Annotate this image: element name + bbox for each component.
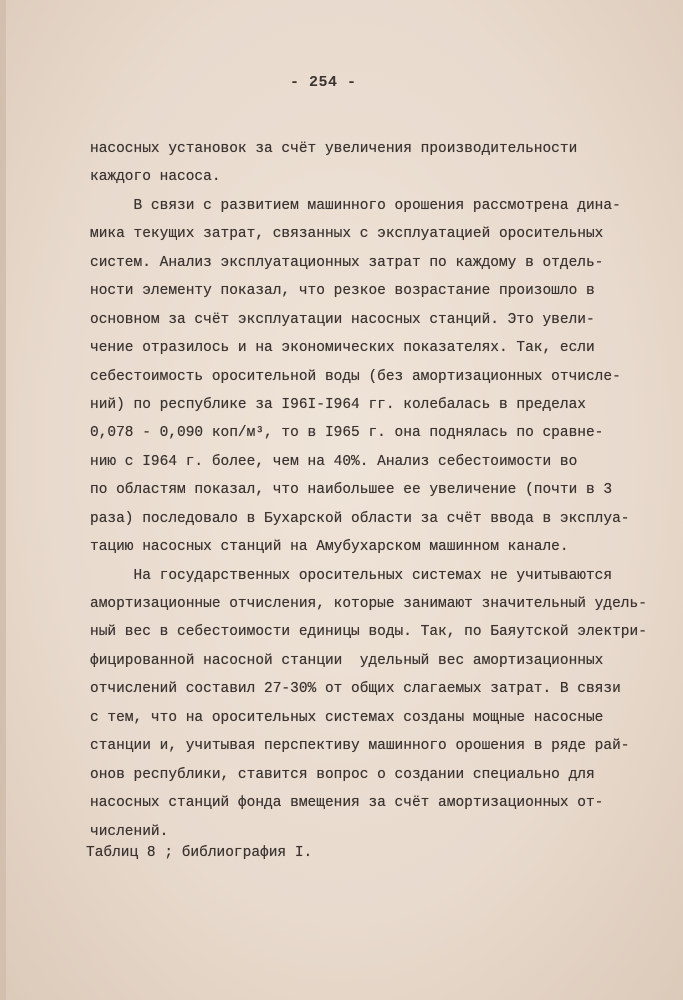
page-number: - 254 - bbox=[290, 74, 357, 91]
text-line: В связи с развитием машинного орошения рассмотрена дина- bbox=[90, 197, 621, 214]
text-line: станции и, учитывая перспективу машинного орошения в ряде рай- bbox=[90, 738, 630, 755]
text-line: амортизационные отчисления, которые занимают значительный удель- bbox=[90, 596, 647, 612]
text-line: себестоимость оросительной воды (без амортизационных отчисле- bbox=[90, 368, 621, 385]
text-line: онов республики, ставится вопрос о создании специально для bbox=[90, 766, 595, 783]
text-line: с тем, что на оросительных системах созданы мощные насосные bbox=[90, 709, 604, 726]
page-edge bbox=[0, 0, 6, 1000]
text-line: ности элементу показал, что резкое возрастание произошло в bbox=[90, 283, 595, 300]
text-line: ний) по республике за I96I-I964 гг. колебалась в пределах bbox=[90, 396, 586, 413]
text-line: ный вес в себестоимости единицы воды. Так, по Баяутской электри- bbox=[90, 624, 647, 641]
body-text bbox=[90, 135, 650, 846]
text-line: каждого насоса. bbox=[90, 169, 221, 186]
text-line: систем. Анализ эксплуатационных затрат по каждому в отдель- bbox=[90, 254, 604, 271]
text-line: основном за счёт эксплуатации насосных станций. Это увели- bbox=[90, 311, 595, 328]
text-line: отчислений составил 27-30% от общих слагаемых затрат. В связи bbox=[90, 681, 621, 698]
text-line: мика текущих затрат, связанных с эксплуатацией оросительных bbox=[90, 226, 604, 243]
text-line: числений. bbox=[90, 823, 169, 840]
text-line: фицированной насосной станции удельный вес амортизационных bbox=[90, 652, 604, 669]
text-line: чение отразилось и на экономических показателях. Так, если bbox=[90, 340, 595, 357]
text-line: нию с I964 г. более, чем на 40%. Анализ себестоимости во bbox=[90, 453, 578, 470]
footer-note: Таблиц 8 ; библиография I. bbox=[86, 845, 313, 861]
text-line: тацию насосных станций на Амубухарском машинном канале. bbox=[90, 539, 569, 556]
text-line: насосных станций фонда вмещения за счёт амортизационных от- bbox=[90, 795, 604, 812]
text-line: 0,078 - 0,090 коп/м³, то в I965 г. она поднялась по сравне- bbox=[90, 425, 604, 442]
text-line: по областям показал, что наибольшее ее увеличение (почти в 3 bbox=[90, 482, 613, 499]
text-line: насосных установок за счёт увеличения производительности bbox=[90, 141, 578, 157]
text-line: раза) последовало в Бухарской области за счёт ввода в эксплуа- bbox=[90, 510, 630, 527]
text-line: На государственных оросительных системах не учитываются bbox=[90, 567, 613, 584]
